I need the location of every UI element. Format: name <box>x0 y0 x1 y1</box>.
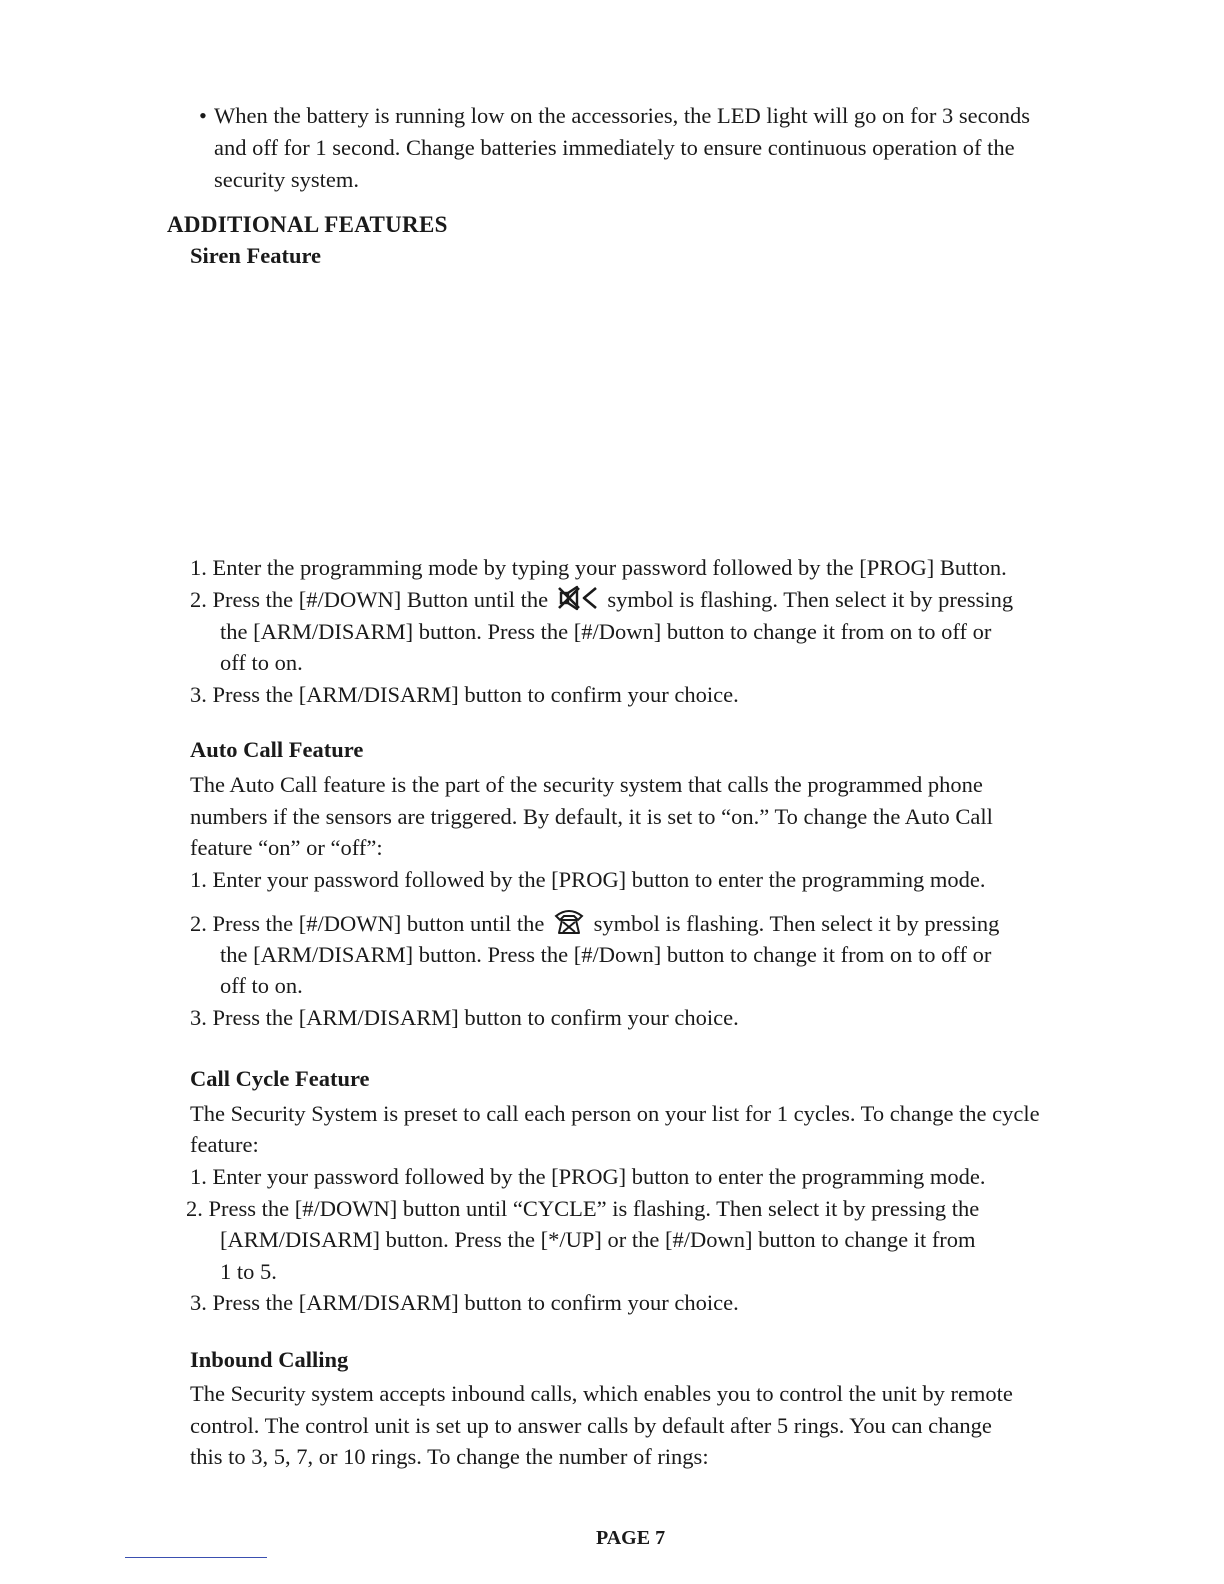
call-cycle-heading: Call Cycle Feature <box>190 1066 370 1091</box>
additional-features-heading: ADDITIONAL FEATURES <box>167 212 448 237</box>
call-cycle-step-2-line-2: [ARM/DISARM] button. Press the [*/UP] or the [#/Down] button to change it from <box>220 1227 976 1252</box>
call-cycle-step-1: 1. Enter your password followed by the [PROG] button to enter the programming mode. <box>190 1164 986 1189</box>
auto-call-heading: Auto Call Feature <box>190 737 364 762</box>
intro-bullet-line-2: and off for 1 second. Change batteries immediately to ensure continuous operation of the <box>214 135 1015 160</box>
siren-step-1: 1. Enter the programming mode by typing your password followed by the [PROG] Button. <box>190 555 1007 580</box>
call-cycle-step-2: 2. Press the [#/DOWN] button until “CYCLE” is flashing. Then select it by pressing the <box>186 1196 980 1221</box>
auto-call-para-line-1: The Auto Call feature is the part of the security system that calls the programmed phone <box>190 772 983 797</box>
siren-step-3: 3. Press the [ARM/DISARM] button to confirm your choice. <box>190 682 739 707</box>
inbound-para-line-3: this to 3, 5, 7, or 10 rings. To change the number of rings: <box>190 1444 709 1469</box>
siren-step-2 <box>190 584 1013 620</box>
siren-step-2-pre: 2. Press the [#/DOWN] Button until the <box>190 587 549 612</box>
auto-call-step-1: 1. Enter your password followed by the [PROG] button to enter the programming mode. <box>190 867 986 892</box>
auto-call-step-2-pre: 2. Press the [#/DOWN] button until the <box>190 911 545 936</box>
auto-call-step-2-line-3: off to on. <box>220 973 303 998</box>
auto-call-step-2-line-2: the [ARM/DISARM] button. Press the [#/Down] button to change it from on to off or <box>220 942 992 967</box>
intro-bullet-line-1: When the battery is running low on the accessories, the LED light will go on for 3 seconds <box>214 103 1031 128</box>
intro-bullet-line-3: security system. <box>214 167 359 192</box>
auto-call-step-2-post: symbol is flashing. Then select it by pressing <box>593 911 1000 936</box>
call-cycle-para-line-1: The Security System is preset to call each person on your list for 1 cycles. To change the cycle <box>190 1101 1040 1126</box>
siren-muted-icon <box>558 585 598 620</box>
siren-step-2-line-2: the [ARM/DISARM] button. Press the [#/Down] button to change it from on to off or <box>220 619 992 644</box>
call-cycle-para-line-2: feature: <box>190 1132 259 1157</box>
call-cycle-step-2-line-3: 1 to 5. <box>220 1259 277 1284</box>
auto-call-para-line-2: numbers if the sensors are triggered. By default, it is set to “on.” To change the Auto Call <box>190 804 993 829</box>
siren-feature-heading: Siren Feature <box>190 243 322 268</box>
inbound-para-line-2: control. The control unit is set up to answer calls by default after 5 rings. You can change <box>190 1413 992 1438</box>
siren-step-2-line-3: off to on. <box>220 650 303 675</box>
footnote-rule <box>125 1557 267 1558</box>
siren-step-2-post: symbol is flashing. Then select it by pressing <box>607 587 1014 612</box>
call-cycle-step-3: 3. Press the [ARM/DISARM] button to confirm your choice. <box>190 1290 739 1315</box>
auto-call-para-line-3: feature “on” or “off”: <box>190 835 383 860</box>
auto-call-step-3: 3. Press the [ARM/DISARM] button to confirm your choice. <box>190 1005 739 1030</box>
page-number: PAGE 7 <box>596 1527 666 1549</box>
inbound-calling-heading: Inbound Calling <box>190 1347 349 1372</box>
inbound-para-line-1: The Security system accepts inbound calls, which enables you to control the unit by remote <box>190 1381 1013 1406</box>
intro-bullet-mark: • <box>199 103 207 128</box>
